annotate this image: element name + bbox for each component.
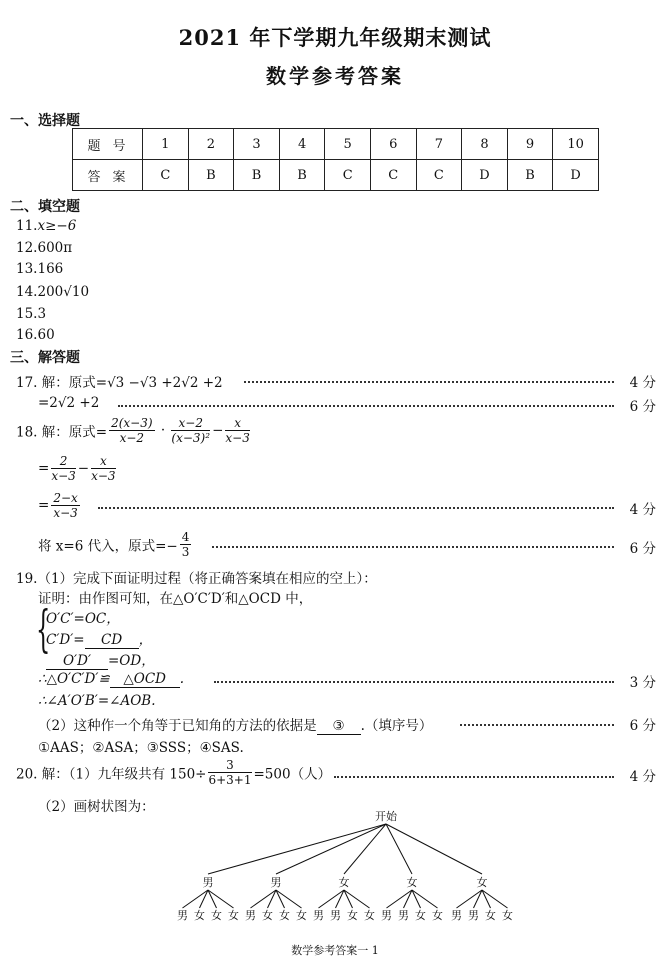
q19-brace-line-3: O′D′ =OD， [46,649,155,670]
score-mark: 6 分 [629,718,656,734]
q18-line-4: 将 x=6 代入，原式=− $\frac{4}{3}$ [38,530,190,559]
table-cell: 6 [370,129,416,160]
tree-branch [386,824,482,874]
table-cell: 3 [234,129,280,160]
tree-leaf-node: 女 [262,909,273,922]
table-cell: 10 [553,129,599,160]
tree-leaf-node: 女 [415,909,426,922]
table-cell: C [416,160,462,191]
q18-line-1: 18. 解：原式= $\frac{2(x-3)}{x-2}$ · $\frac{x-2}{\text{(x−3)²}}$ − $\frac{x}{x-3}$ [16,416,250,445]
q19-line-2: 证明：由作图可知，在△O′C′D′和△OCD 中， [38,591,313,607]
q17-line-2: =2√2 +2 [38,395,100,411]
fraction: $\frac{2-x}{x-3}$ [53,491,78,520]
tree-branch [344,824,386,874]
q19-brace-line-1: O′C′=OC， [46,611,120,627]
score-mark: 3 分 [629,675,656,691]
tree-leaf-node: 男 [245,909,256,922]
fraction: $\frac{x}{x-3}$ [91,454,116,483]
table-cell: D [462,160,508,191]
table-row-questions [73,129,599,160]
tree-branch [208,824,386,874]
blank-answer: ③ [317,718,361,735]
table-cell: B [234,160,280,191]
table-cell: C [370,160,416,191]
tree-branch [276,824,386,874]
tree-branch [386,824,412,874]
leader-dots [244,381,614,383]
tree-leaf-node: 男 [330,909,341,922]
table-cell: B [188,160,234,191]
q19-line-1: 19.（1）完成下面证明过程（将正确答案填在相应的空上）： [16,571,377,587]
row-label-answer: 答案 [73,160,143,191]
answer-table [72,128,599,191]
tree-leaf-node: 女 [347,909,358,922]
q19-line-6: ①AAS；②ASA；③SSS；④SAS. [38,740,244,756]
section-heading-solutions: 三、解答题 [10,350,80,366]
fill-answer-14: 14.200√10 [16,284,90,300]
tree-leaf-node: 男 [381,909,392,922]
table-cell: 1 [143,129,189,160]
table-cell: B [507,160,553,191]
q17-line-1: 17. 解：原式=√3 −√3 +2√2 +2 [16,375,223,391]
fraction: $\frac{3}{6+3+1}$ [208,758,252,787]
blank-answer: △OCD [110,671,180,688]
table-cell: 9 [507,129,553,160]
fill-answer-11: 11.x≥−6 [16,218,77,234]
blank-answer: CD [85,632,139,649]
fill-answer-12: 12.600π [16,240,73,256]
leader-dots [214,681,614,683]
fill-answer-15: 15.3 [16,306,47,322]
tree-level1-node: 男 [270,876,282,889]
fraction: $\frac{2}{x-3}$ [51,454,76,483]
table-cell: D [553,160,599,191]
leader-dots [334,776,614,778]
fraction: $\frac{x}{x-3}$ [225,416,250,445]
page-footer: 数学参考答案一 1 [291,944,379,957]
tree-level1-node: 女 [476,876,488,889]
table-cell: 2 [188,129,234,160]
page-title: 2021 年下学期九年级期末测试 [178,25,492,50]
table-cell: B [279,160,325,191]
q19-line-5: （2）这种作一个角等于已知角的方法的依据是 ③ .（填序号） [38,718,433,734]
q19-line-4: ∴∠A′O′B′=∠AOB. [38,693,156,709]
q19-line-3: ∴△O′C′D′≌ △OCD . [38,671,184,687]
table-cell: 7 [416,129,462,160]
score-mark: 4 分 [629,375,656,391]
tree-level1-node: 女 [338,876,350,889]
score-mark: 4 分 [629,502,656,518]
table-cell: 5 [325,129,371,160]
tree-root-node: 开始 [375,810,397,823]
tree-leaf-node: 女 [194,909,205,922]
fraction: $\frac{x-2}{\text{(x−3)²}}$ [171,416,211,445]
tree-leaf-node: 女 [211,909,222,922]
tree-leaf-node: 女 [228,909,239,922]
score-mark: 6 分 [629,541,656,557]
tree-leaf-node: 女 [432,909,443,922]
leader-dots [98,507,614,509]
fill-answer-16: 16.60 [16,327,55,343]
fraction: $\frac{4}{3}$ [181,530,190,559]
section-heading-fill: 二、填空题 [10,199,80,215]
tree-leaf-node: 女 [364,909,375,922]
q18-line-3: = $\frac{2-x}{x-3}$ [38,491,78,520]
score-mark: 4 分 [629,769,656,785]
tree-level1-node: 女 [406,876,418,889]
section-heading-choice: 一、选择题 [10,113,80,129]
tree-leaf-node: 男 [313,909,324,922]
q19-brace-line-2: C′D′= CD ， [46,632,153,648]
fraction: $\frac{2(x-3)}{x-2}$ [111,416,153,445]
tree-leaf-node: 男 [177,909,188,922]
row-label-question: 题号 [73,129,143,160]
tree-leaf-node: 女 [296,909,307,922]
table-cell: C [143,160,189,191]
table-cell: C [325,160,371,191]
tree-leaf-node: 男 [468,909,479,922]
leader-dots [212,546,614,548]
q18-line-2: = $\frac{2}{x-3}$ − $\frac{x}{x-3}$ [38,454,116,483]
tree-level1-node: 男 [202,876,214,889]
table-cell: 8 [462,129,508,160]
brace-symbol: { [36,600,51,658]
score-mark: 6 分 [629,399,656,415]
blank-answer: O′D′ [46,653,108,670]
tree-leaf-node: 男 [398,909,409,922]
tree-leaf-node: 女 [279,909,290,922]
table-row-answers [73,160,599,191]
q20-line-1: 20. 解：（1）九年级共有 150÷ $\frac{3}{6+3+1}$ =500（人） [16,758,332,787]
tree-leaf-node: 女 [485,909,496,922]
tree-diagram [160,806,530,930]
fill-answer-13: 13.166 [16,261,64,277]
tree-leaf-node: 女 [502,909,513,922]
leader-dots [460,724,614,726]
leader-dots [118,405,614,407]
table-cell: 4 [279,129,325,160]
q20-line-2: （2）画树状图为： [38,799,155,815]
page-subtitle: 数学参考答案 [266,64,404,88]
tree-leaf-node: 男 [451,909,462,922]
